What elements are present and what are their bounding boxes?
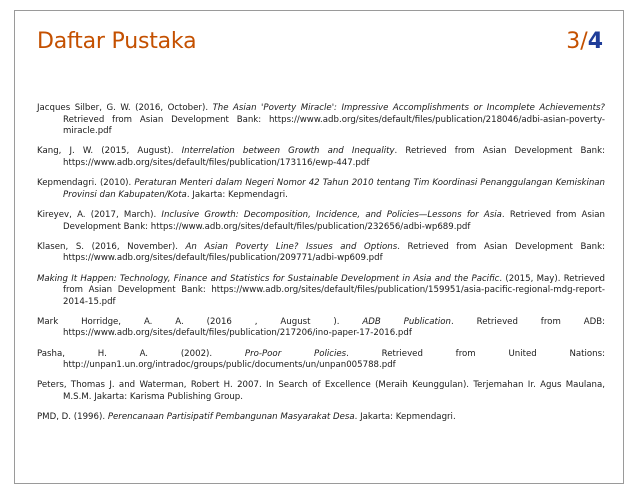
reference-title: Inclusive Growth: Decomposition, Incidence, and Policies—Lessons for Asia (161, 209, 502, 220)
reference-title: The Asian 'Poverty Miracle': Impressive Accomplishments or Incomplete Achievements? (212, 103, 605, 113)
reference-authors: Mark Horridge, A. A. (2016 , August ). (37, 316, 363, 327)
reference-title: ADB Publication (362, 316, 451, 327)
page-title: Daftar Pustaka (37, 29, 197, 54)
reference-item (37, 210, 605, 233)
reference-title: Perencanaan Partisipatif Pembangunan Masyarakat Desa (107, 412, 355, 423)
reference-authors: Peters, Thomas J. and Waterman, Robert H. 2007. In Search of Excellence (Meraih Keunggulan). Terjemahan Ir. Agus Maulana, M.S.M. Jakarta: Karisma Publishing Group. (37, 380, 605, 403)
reference-item (37, 412, 605, 424)
reference-item (37, 242, 605, 265)
reference-authors: PMD, D. (1996). (37, 412, 108, 423)
reference-item (37, 349, 605, 372)
reference-source: . Jakarta: Kepmendagri. (186, 189, 288, 200)
slide (14, 10, 624, 484)
reference-title: Peraturan Menteri dalam Negeri Nomor 42 Tahun 2010 tentang Tim Koordinasi Penanggulangan Kemiskinan Provinsi dan Kabupaten/Kota (63, 178, 605, 200)
reference-authors: Pasha, H. A. (2002). (37, 348, 245, 359)
reference-authors: Jacques Silber, G. W. (2016, October). (37, 103, 213, 113)
reference-list (37, 103, 605, 432)
reference-authors: Klasen, S. (2016, November). (37, 241, 186, 252)
reference-authors: Kireyev, A. (2017, March). (37, 209, 162, 220)
reference-source: . Retrieved from Asian Development Bank: https://www.adb.org/sites/default/files/publication/173116/ewp-447.pdf (63, 146, 605, 168)
page-separator: / (580, 29, 588, 54)
reference-source: . Jakarta: Kepmendagri. (354, 412, 456, 423)
reference-source: . Retrieved from United Nations: http://unpan1.un.org/intradoc/groups/public/documents/un/unpan005788.pdf (63, 348, 605, 371)
reference-title: Pro-Poor Policies (244, 348, 347, 359)
reference-item (37, 380, 605, 403)
page-current: 3 (566, 29, 581, 54)
reference-title: Interrelation between Growth and Inequality (181, 146, 395, 157)
reference-source: . Retrieved from Asian Development Bank: https://www.adb.org/sites/default/files/publication/232656/adbi-wp689.pdf (63, 209, 605, 232)
reference-authors: Kang, J. W. (2015, August). (37, 146, 182, 157)
page-total: 4 (587, 29, 603, 54)
reference-item (37, 274, 605, 309)
reference-source: . Retrieved from Asian Development Bank: https://www.adb.org/sites/default/files/publication/209771/adbi-wp609.pdf (63, 241, 605, 264)
reference-authors: Kepmendagri. (2010). (37, 178, 135, 189)
reference-item (37, 317, 605, 340)
reference-item (37, 146, 605, 169)
reference-source: . Retrieved from ADB: https://www.adb.org/sites/default/files/publication/217206/ino-paper-17-2016.pdf (63, 316, 605, 339)
reference-item (37, 178, 605, 201)
reference-title: An Asian Poverty Line? Issues and Options (185, 241, 398, 252)
page-number (566, 29, 603, 54)
reference-item (37, 103, 605, 138)
reference-title: Making It Happen: Technology, Finance and Statistics for Sustainable Development in Asia and the Pacific (37, 273, 500, 284)
reference-source: Retrieved from Asian Development Bank: https://www.adb.org/sites/default/files/publication/218046/adbi-asian-poverty-miracle.pdf (63, 114, 605, 137)
reference-source: . (2015, May). Retrieved from Asian Development Bank: https://www.adb.org/sites/default/files/publication/159951/asia-pacific-regional-mdg-report-2014-15.pdf (63, 273, 605, 307)
